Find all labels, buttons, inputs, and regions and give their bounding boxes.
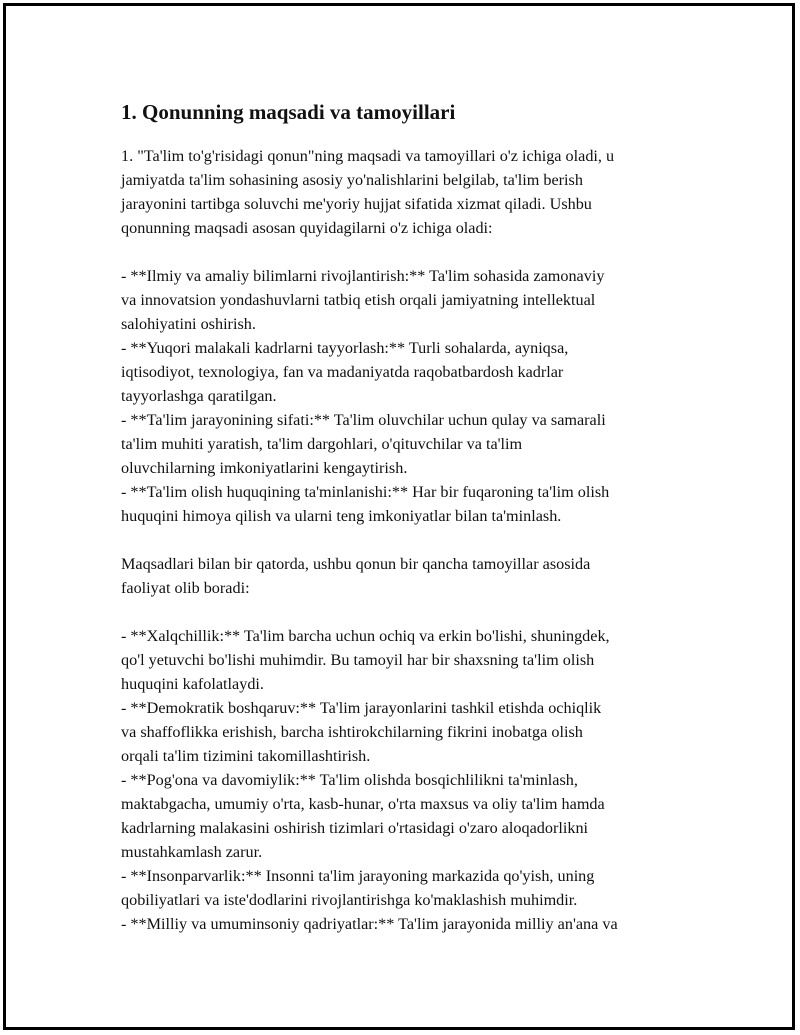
text-line: va shaffoflikka erishish, barcha ishtirokchilarning fikrini inobatga olish <box>121 723 583 741</box>
text-line: - **Milliy va umuminsoniy qadriyatlar:** Ta'lim jarayonida milliy an'ana va <box>121 915 618 933</box>
document-page <box>3 3 795 1030</box>
text-line: - **Pog'ona va davomiylik:** Ta'lim olishda bosqichlilikni ta'minlash, <box>121 771 578 789</box>
text-line: huquqini himoya qilish va ularni teng imkoniyatlar bilan ta'minlash. <box>121 507 562 525</box>
text-line: - **Yuqori malakali kadrlarni tayyorlash:** Turli sohalarda, ayniqsa, <box>121 339 569 357</box>
text-line: iqtisodiyot, texnologiya, fan va madaniyatda raqobatbardosh kadrlar <box>121 363 564 381</box>
text-line: qo'l yetuvchi bo'lishi muhimdir. Bu tamoyil har bir shaxsning ta'lim olish <box>121 651 595 669</box>
text-line: ta'lim muhiti yaratish, ta'lim dargohlari, o'qituvchilar va ta'lim <box>121 435 523 453</box>
text-line: faoliyat olib boradi: <box>121 579 250 597</box>
text-line: - **Insonparvarlik:** Insonni ta'lim jarayoning markazida qo'yish, uning <box>121 867 595 885</box>
section-heading: 1. Qonunning maqsadi va tamoyillari <box>121 100 456 124</box>
text-line: - **Ta'lim olish huquqining ta'minlanishi:** Har bir fuqaroning ta'lim olish <box>121 483 610 501</box>
text-line: salohiyatini oshirish. <box>121 315 256 333</box>
text-line: jarayonini tartibga soluvchi me'yoriy hujjat sifatida xizmat qiladi. Ushbu <box>121 195 592 213</box>
text-line: - **Ta'lim jarayonining sifati:** Ta'lim oluvchilar uchun qulay va samarali <box>121 411 606 429</box>
text-line: tayyorlashga qaratilgan. <box>121 387 277 405</box>
text-line: kadrlarning malakasini oshirish tizimlari o'rtasidagi o'zaro aloqadorlikni <box>121 819 589 837</box>
text-line: qobiliyatlari va iste'dodlarini rivojlantirishga ko'maklashish muhimdir. <box>121 891 578 909</box>
text-line: va innovatsion yondashuvlarni tatbiq etish orqali jamiyatning intellektual <box>121 291 596 309</box>
text-line: Maqsadlari bilan bir qatorda, ushbu qonun bir qancha tamoyillar asosida <box>121 555 591 573</box>
paragraph-gap <box>121 240 691 264</box>
text-line: huquqini kafolatlaydi. <box>121 675 264 693</box>
text-line: mustahkamlash zarur. <box>121 843 263 861</box>
text-line: maktabgacha, umumiy o'rta, kasb-hunar, o'rta maxsus va oliy ta'lim hamda <box>121 795 605 813</box>
text-line: jamiyatda ta'lim sohasining asosiy yo'nalishlarini belgilab, ta'lim berish <box>121 171 583 189</box>
document-body <box>121 144 691 936</box>
text-line: orqali ta'lim tizimini takomillashtirish. <box>121 747 371 765</box>
text-line: - **Ilmiy va amaliy bilimlarni rivojlantirish:** Ta'lim sohasida zamonaviy <box>121 267 605 285</box>
text-line: oluvchilarning imkoniyatlarini kengaytirish. <box>121 459 408 477</box>
text-line: - **Xalqchillik:** Ta'lim barcha uchun ochiq va erkin bo'lishi, shuningdek, <box>121 627 610 645</box>
text-line: qonunning maqsadi asosan quyidagilarni o'z ichiga oladi: <box>121 219 493 237</box>
document-content <box>121 98 691 936</box>
paragraph-gap <box>121 600 691 624</box>
text-line: 1. "Ta'lim to'g'risidagi qonun"ning maqsadi va tamoyillari o'z ichiga oladi, u <box>121 147 615 165</box>
text-line: - **Demokratik boshqaruv:** Ta'lim jarayonlarini tashkil etishda ochiqlik <box>121 699 602 717</box>
paragraph-gap <box>121 528 691 552</box>
